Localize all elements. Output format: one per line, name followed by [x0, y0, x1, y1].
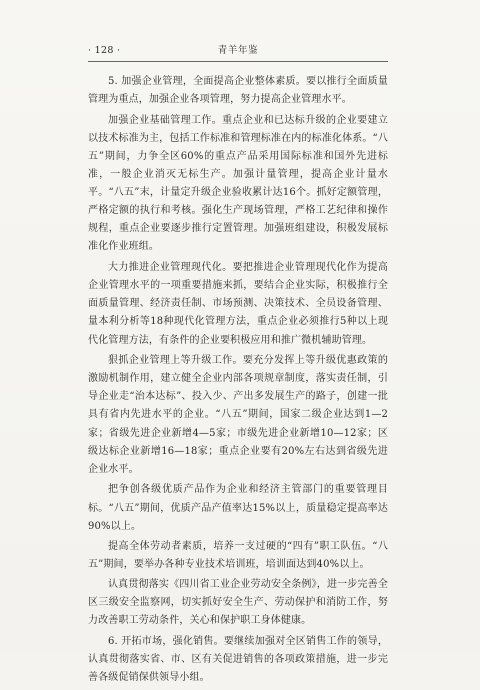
paragraph-basic-management: 加强企业基础管理工作。重点企业和已达标升级的企业要建立以技术标准为主，包括工作标准和管理标准在内的标准化体系。“八五”期间，力争全区60%的重点产品采用国际标准和国外先进标准，一般企业消灭无标生产。加强计量管理，提高企业计量水平。“八五”末，计量定升级企业验收累计达16个。抓好定额管理，严格定额的执行和考核。强化生产现场管理，严格工艺纪律和操作规程，重点企业要逐步推行定置管理。加强班组建设，积极发展标准化作业班组。 [88, 114, 388, 253]
header-divider [88, 61, 388, 62]
paragraph-safety-regulations: 认真贯彻落实《四川省工业企业劳动安全条例》，进一步完善全区三级安全监察网，切实抓好安全生产、劳动保护和消防工作，努力改善职工劳动条件，关心和保护职工身体健康。 [88, 578, 388, 627]
book-title: 青羊年鉴 [217, 45, 259, 56]
paragraph-modernization: 大力推进企业管理现代化。要把推进企业管理现代化作为提高企业管理水平的一项重要措施来抓，要结合企业实际，积极推行全面质量管理、经济责任制、市场预测、决策技术、全员设备管理、量本利分析等18种现代化管理方法，重点企业必须推行5种以上现代化管理方法，有条件的企业要积极应用和推广微机辅助管理。 [88, 262, 388, 346]
paragraph-worker-quality: 提高全体劳动者素质，培养一支过硬的“四有”职工队伍。“八五”期间，要举办各种专业技术培训班，培训面达到40%以上。 [88, 540, 388, 570]
page-header [88, 43, 388, 59]
page-number: · 128 · [88, 45, 121, 56]
paragraph-quality-products: 把争创各级优质产品作为企业和经济主管部门的重要管理目标。“八五”期间，优质产品产值率达15%以上，质量稳定提高率达90%以上。 [88, 484, 388, 532]
paragraph-upgrade-work: 狠抓企业管理上等升级工作。要充分发挥上等升级优惠政策的激励机制作用，建立健全企业内部各项规章制度，落实责任制，引导企业走“治本达标”、投入少、产出多发展生产的路子，创建一批具有省内先进水平的企业。“八五”期间，国家二级企业达到1—2家；省级先进企业新增4—5家；市级先进企业新增10—12家；区级达标企业新增16—18家；重点企业要有20%左右达到省级先进企业水平。 [88, 355, 388, 475]
paragraph-strengthen-management: 5. 加强企业管理，全面提高企业整体素质。要以推行全面质量管理为重点，加强企业各项管理，努力提高企业管理水平。 [88, 76, 388, 106]
body-text [88, 73, 388, 690]
paragraph-market-sales: 6. 开拓市场，强化销售。要继续加强对全区销售工作的领导，认真贯彻落实省、市、区有关促进销售的各项政策措施，进一步完善各级促销保供领导小组。 [88, 635, 388, 683]
